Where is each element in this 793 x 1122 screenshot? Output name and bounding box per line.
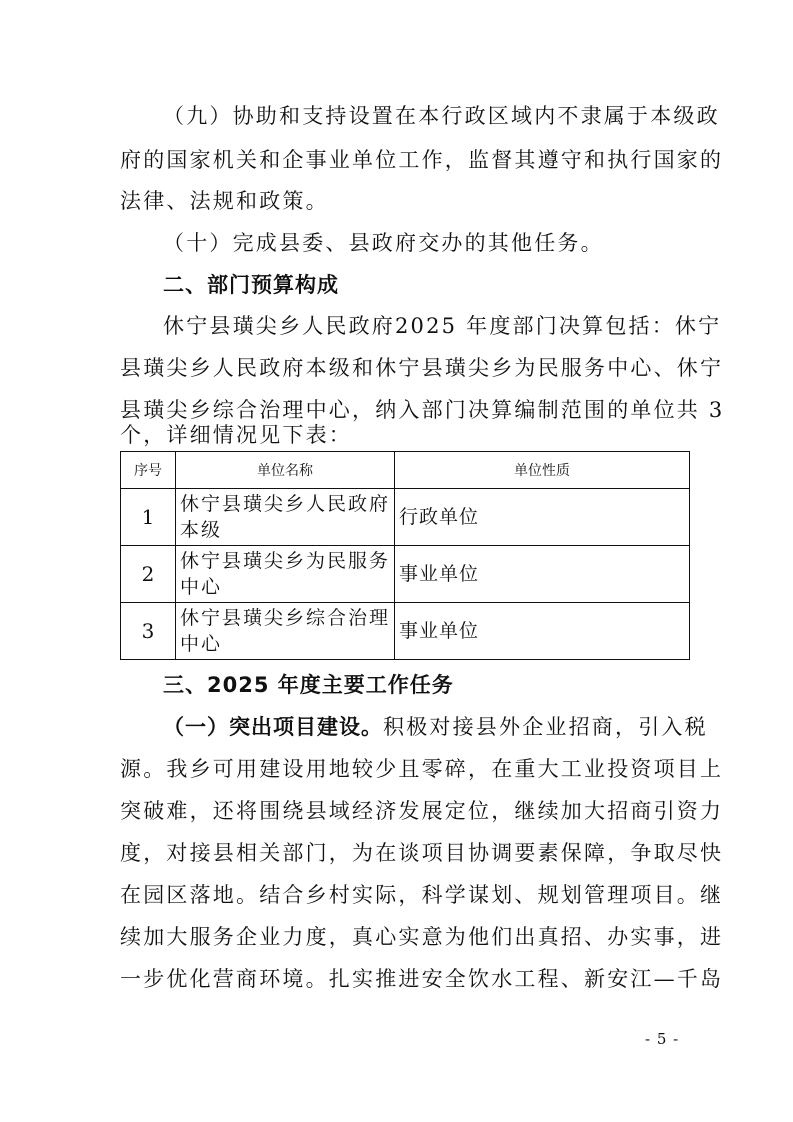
subsection-first-line-text: 积极对接县外企业招商，引入税 (383, 715, 708, 739)
page-number: - 5 - (645, 1030, 680, 1048)
paragraph-nine-line-2: 府的国家机关和企事业单位工作，监督其遵守和执行国家的 (120, 148, 724, 172)
section-3-line-4: 度，对接县相关部门，为在谈项目协调要素保障，争取尽快 (120, 841, 724, 865)
row-unit-name: 休宁县璜尖乡综合治理中心 (176, 603, 395, 660)
units-table (120, 451, 690, 660)
section-2-line-3: 县璜尖乡综合治理中心，纳入部门决算编制范围的单位共 3 (120, 398, 725, 422)
section-3-line-1 (163, 712, 708, 742)
section-3-heading: 三、2025 年度主要工作任务 (163, 673, 454, 697)
section-3-line-5: 在园区落地。结合乡村实际，科学谋划、规划管理项目。继 (120, 883, 724, 907)
section-2-line-2: 县璜尖乡人民政府本级和休宁县璜尖乡为民服务中心、休宁 (120, 356, 724, 380)
table-row (121, 603, 690, 660)
subsection-title: （一）突出项目建设。 (163, 715, 383, 739)
paragraph-ten-line: （十）完成县委、县政府交办的其他任务。 (163, 231, 604, 255)
row-unit-name: 休宁县璜尖乡人民政府本级 (176, 489, 395, 546)
paragraph-nine-line-1: （九）协助和支持设置在本行政区域内不隶属于本级政 (163, 104, 720, 128)
header-unit-name: 单位名称 (176, 452, 395, 489)
table-header-row (121, 452, 690, 489)
table-row (121, 489, 690, 546)
row-index: 1 (121, 489, 176, 546)
paragraph-nine-line-3: 法律、法规和政策。 (120, 189, 329, 213)
header-unit-nature: 单位性质 (395, 452, 690, 489)
section-3-line-6: 续加大服务企业力度，真心实意为他们出真招、办实事，进 (120, 925, 724, 949)
row-unit-nature: 事业单位 (395, 546, 690, 603)
section-3-line-7: 一步优化营商环境。扎实推进安全饮水工程、新安江—千岛 (120, 967, 724, 991)
row-unit-nature: 事业单位 (395, 603, 690, 660)
row-index: 2 (121, 546, 176, 603)
header-index: 序号 (121, 452, 176, 489)
section-3-line-3: 突破难，还将围绕县域经济发展定位，继续加大招商引资力 (120, 799, 724, 823)
section-3-line-2: 源。我乡可用建设用地较少且零碎，在重大工业投资项目上 (120, 757, 724, 781)
row-unit-nature: 行政单位 (395, 489, 690, 546)
row-unit-name: 休宁县璜尖乡为民服务中心 (176, 546, 395, 603)
section-2-line-4: 个，详细情况见下表： (120, 423, 352, 447)
table-row (121, 546, 690, 603)
section-2-line-1: 休宁县璜尖乡人民政府2025 年度部门决算包括：休宁 (163, 314, 722, 338)
row-index: 3 (121, 603, 176, 660)
section-2-heading: 二、部门预算构成 (163, 273, 339, 297)
